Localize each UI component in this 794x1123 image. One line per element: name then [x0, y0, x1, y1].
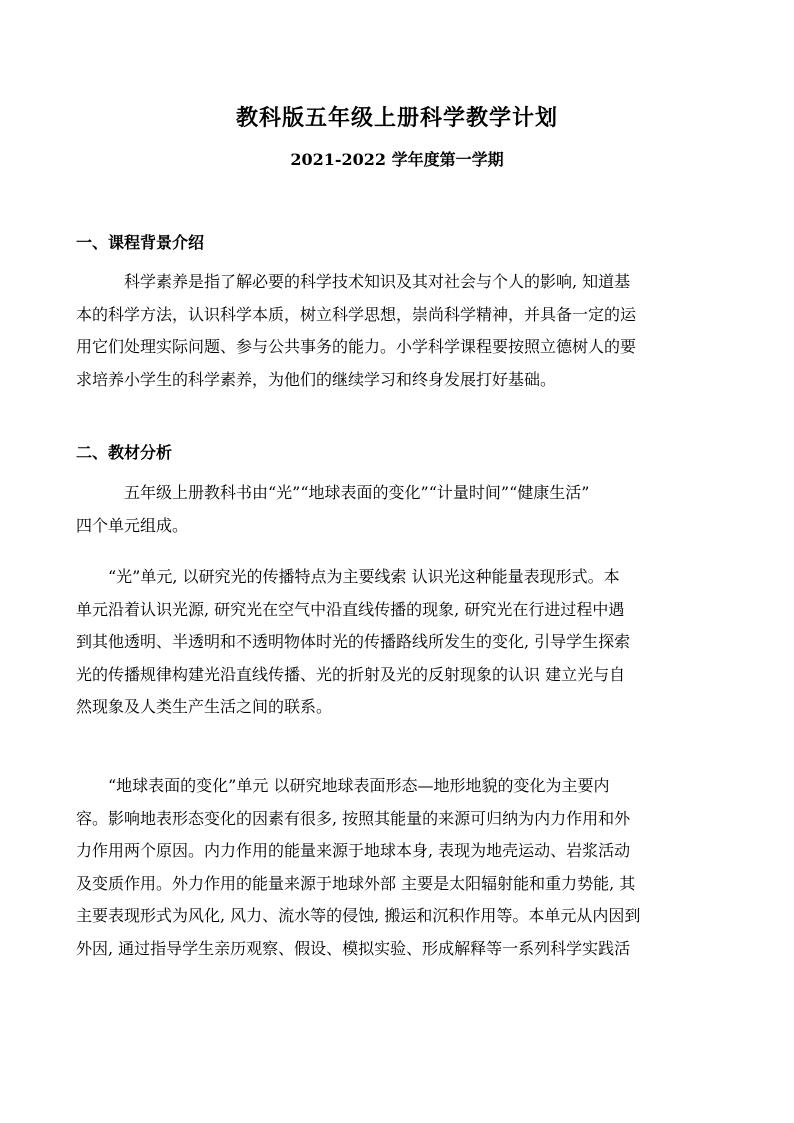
paragraph-background: [76, 266, 716, 396]
text-line: 力作用两个原因。内力作用的能量来源于地球本身, 表现为地壳运动、岩浆活动: [76, 841, 631, 861]
text-line: 求培养小学生的科学素养，为他们的继续学习和终身发展打好基础。: [76, 369, 557, 389]
text-line: 四个单元组成。: [76, 515, 189, 535]
section-heading-background: 一、课程背景介绍: [76, 233, 205, 252]
text-line: 到其他透明、半透明和不透明物体时光的传播路线所发生的变化, 引导学生探索: [76, 632, 631, 652]
text-line: 单元沿着认识光源, 研究光在空气中沿直线传播的现象, 研究光在行进过程中遇: [76, 599, 625, 619]
text-line: “地球表面的变化”单元 以研究地球表面形态—地形地貌的变化为主要内: [108, 776, 610, 795]
paragraph-light-unit: [76, 561, 716, 724]
text-line: 用它们处理实际问题、参与公共事务的能力。小学科学课程要按照立德树人的要: [76, 337, 637, 357]
document-subtitle: 2021-2022 学年度第一学期: [290, 150, 504, 169]
paragraph-units-overview: [76, 477, 716, 542]
text-line: “光”单元, 以研究光的传播特点为主要线索 认识光这种能量表现形式。本: [108, 567, 620, 586]
text-line: 五年级上册教科书由“光”“地球表面的变化”“计量时间”“健康生活”: [124, 483, 590, 502]
text-line: 光的传播规律构建光沿直线传播、光的折射及光的反射现象的认识 建立光与自: [76, 664, 626, 684]
text-line: 本的科学方法，认识科学本质，树立科学思想，崇尚科学精神，并具备一定的运: [76, 304, 637, 324]
text-line: 及变质作用。外力作用的能量来源于地球外部 主要是太阳辐射能和重力势能, 其: [76, 873, 636, 893]
section-heading-textbook: 二、教材分析: [76, 443, 173, 462]
text-line: 外因, 通过指导学生亲历观察、假设、模拟实验、形成解释等一系列科学实践活: [76, 938, 631, 958]
text-line: 然现象及人类生产生活之间的联系。: [76, 697, 333, 717]
text-line: 科学素养是指了解必要的科学技术知识及其对社会与个人的影响, 知道基: [124, 272, 631, 291]
paragraph-earth-surface-unit: [76, 770, 716, 966]
text-line: 容。影响地表形态变化的因素有很多, 按照其能量的来源可归纳为内力作用和外: [76, 808, 631, 828]
text-line: 主要表现形式为风化, 风力、流水等的侵蚀, 搬运和沉积作用等。本单元从内因到: [76, 906, 641, 926]
document-title: 教科版五年级上册科学教学计划: [235, 105, 558, 131]
